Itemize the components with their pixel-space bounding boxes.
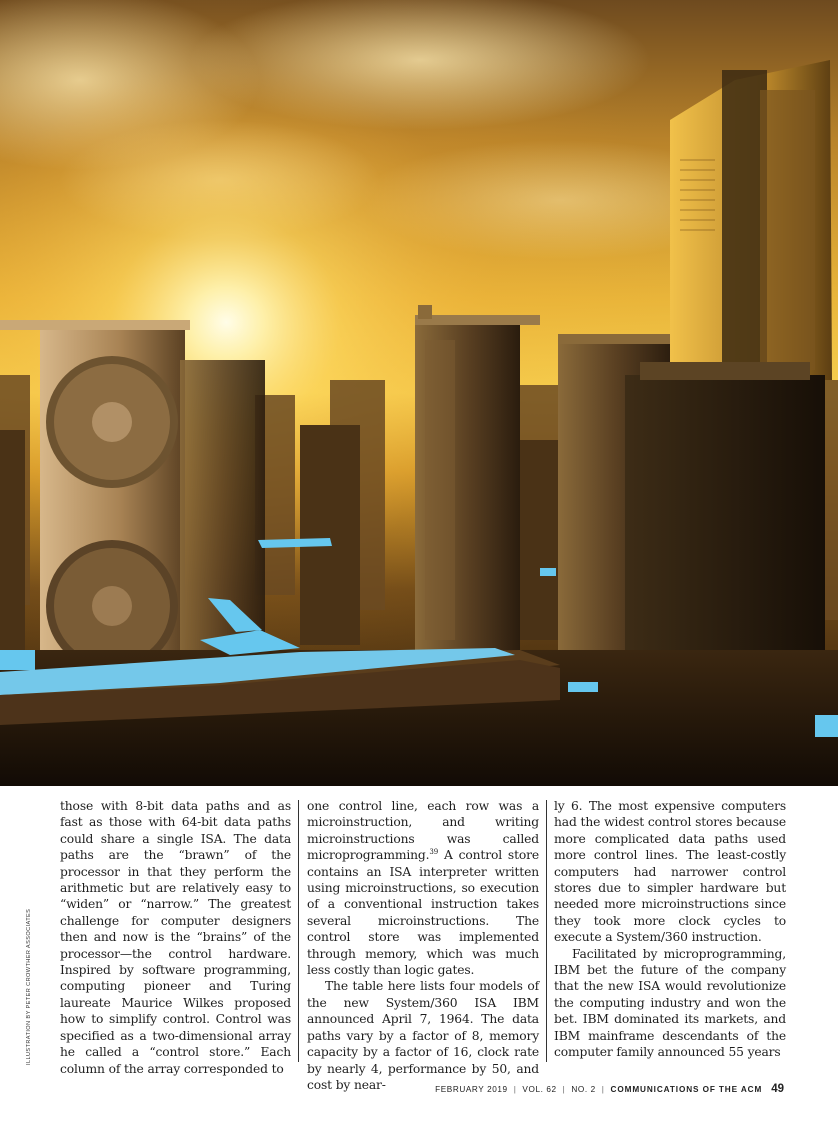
- reference-superscript: 39: [429, 848, 439, 857]
- article-column-3: [554, 798, 786, 1064]
- column-divider: [546, 800, 547, 1062]
- paragraph: The table here lists four models of the new System/360 ISA IBM announced April 7, 1964. The data paths vary by a factor of 8, memory capacity by a factor of 16, clock rate by nearly 4, performance by 50, and cost by near-: [307, 979, 539, 1092]
- paragraph: Facilitated by microprogramming, IBM bet the future of the company that the new ISA would revolutionize the computing industry and won the bet. IBM dominated its markets, and IBM mainframe descendants of the computer family announced 55 years: [554, 946, 786, 1060]
- issue-date: FEBRUARY 2019: [435, 1084, 508, 1094]
- paragraph: ly 6. The most expensive computers had the widest control stores because more complicated data paths used more control lines. The least-costly computers had narrower control stores due to simpler hardware but needed more microinstructions since they took more clock cycles to execute a System/360 instruction.: [554, 799, 786, 945]
- article-column-1: [60, 798, 291, 1076]
- page-number: 49: [771, 1083, 784, 1095]
- footer-separator: |: [513, 1084, 517, 1094]
- issue-number: NO. 2: [571, 1084, 596, 1094]
- footer-separator: |: [601, 1084, 605, 1094]
- footer-separator: |: [562, 1084, 566, 1094]
- paragraph-text: one control line, each row was a microinstruction, and writing microinstructions was called microprogramming.: [307, 799, 539, 863]
- journal-name: COMMUNICATIONS OF THE ACM: [610, 1084, 763, 1094]
- column-divider: [298, 800, 299, 1062]
- illustration-credit: ILLUSTRATION BY PETER CROWTHER ASSOCIATES: [26, 908, 32, 1065]
- volume-number: VOL. 62: [522, 1084, 557, 1094]
- paragraph-text: A control store contains an ISA interpreter written using microinstructions, so execution of a conventional instruction takes several microinstructions. The control store was implemented through memory, which was much less costly than logic gates.: [307, 848, 539, 978]
- paragraph: [307, 798, 539, 978]
- page-footer: [435, 1081, 784, 1097]
- paragraph: those with 8-bit data paths and as fast as those with 64-bit data paths could share a single ISA. The data paths are the “brawn” of the processor in that they perform the arithmetic but are relatively easy to “widen” or “narrow.” The greatest challenge for computer designers then and now is the “brains” of the processor—the control hardware. Inspired by software programming, computing pioneer and Turing laureate Maurice Wilkes proposed how to simplify control. Control was specified as a two-dimensional array he called a “control store.” Each column of the array corresponded to: [60, 799, 291, 1076]
